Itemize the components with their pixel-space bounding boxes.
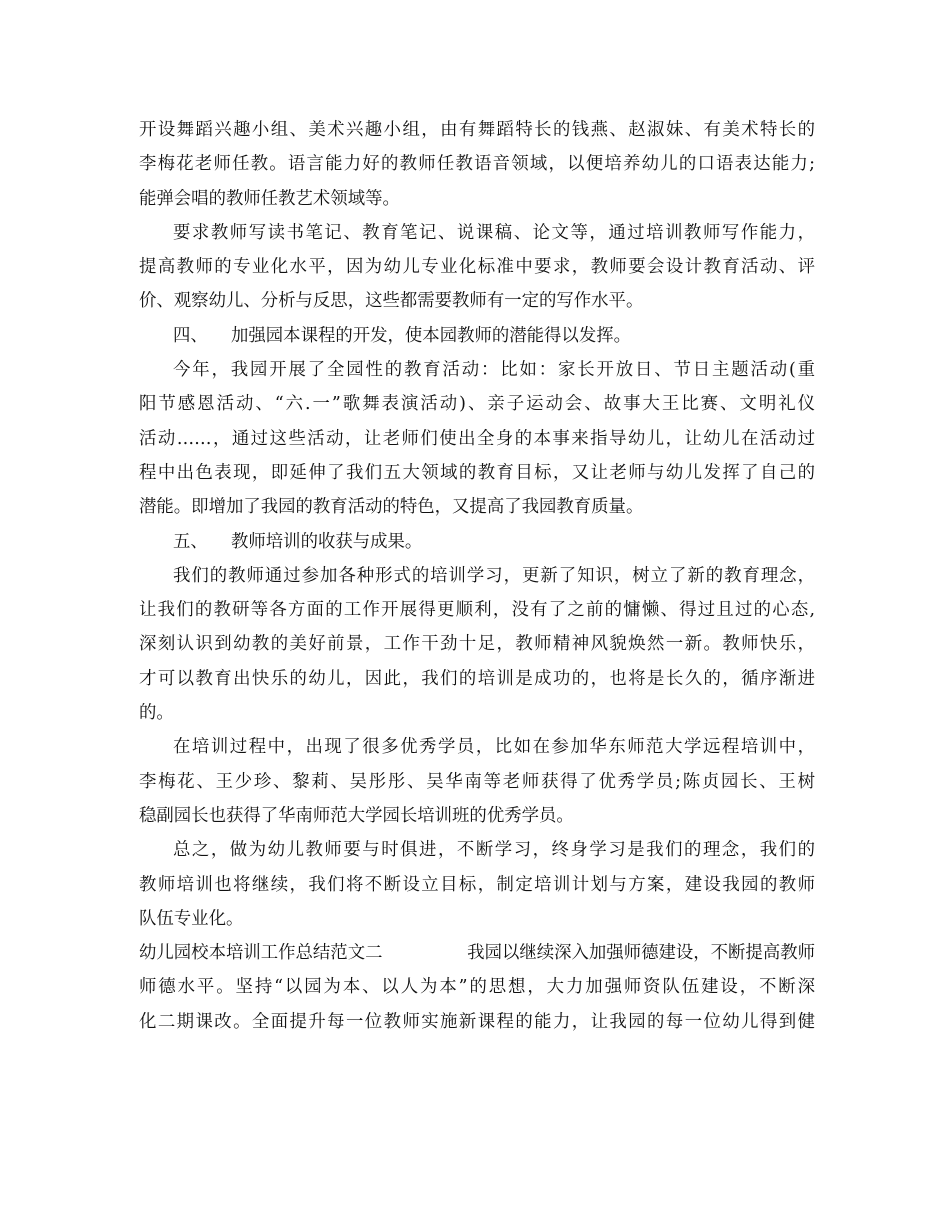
paragraph-training-results [139,559,815,730]
text-line: 要求教师写读书笔记、教育笔记、说课稿、论文等，通过培训教师写作能力， [173,222,815,243]
text-line: 教师培训也将继续，我们将不断设立目标，制定培训计划与方案，建设我园的教师 [139,874,815,895]
text-line: 李梅花、王少珍、黎莉、吴彤彤、吴华南等老师获得了优秀学员;陈贞园长、王树 [139,771,815,792]
text-line: 程中出色表现，即延伸了我们五大领域的教育目标，又让老师与幼儿发挥了自己的 [139,462,815,483]
text-line: 活动……，通过这些活动，让老师们使出全身的本事来指导幼儿，让幼儿在活动过 [139,428,815,449]
section-two-first-line [139,936,815,970]
text-line: 稳副园长也获得了华南师范大学园长培训班的优秀学员。 [139,805,574,826]
heading-number: 四、 [173,325,208,346]
section-two [139,936,815,1039]
paragraph-interest-groups [139,113,815,216]
text-line: 师德水平。坚持“以园为本、以人为本”的思想，大力加强师资队伍建设，不断深 [139,977,815,998]
heading-text: 加强园本课程的开发，使本园教师的潜能得以发挥。 [231,325,631,346]
paragraph-excellent-trainees [139,730,815,833]
text-line: 才可以教育出快乐的幼儿，因此，我们的培训是成功的，也将是长久的，循序渐进 [139,668,815,689]
text-line: 开设舞蹈兴趣小组、美术兴趣小组，由有舞蹈特长的钱燕、赵淑妹、有美术特长的 [139,120,815,140]
text-line: 深刻认识到幼教的美好前景，工作干劲十足，教师精神风貌焕然一新。教师快乐， [139,634,815,655]
document-page [139,113,815,1039]
text-line: 队伍专业化。 [139,908,244,929]
section-heading-5 [139,525,815,559]
text-line: 李梅花老师任教。语言能力好的教师任教语音领域，以便培养幼儿的口语表达能力; [139,154,815,175]
section-heading-4 [139,319,815,353]
text-line: 阳节感恩活动、“六.一”歌舞表演活动)、亲子运动会、故事大王比赛、文明礼仪 [139,394,815,415]
paragraph-writing-requirement [139,216,815,319]
heading-number: 五、 [173,531,208,552]
text-line: 潜能。即增加了我园的教育活动的特色，又提高了我园教育质量。 [139,497,644,518]
text-line: 提高教师的专业化水平，因为幼儿专业化标准中要求，教师要会设计教育活动、评 [139,257,815,278]
text-line: 的。 [139,703,174,724]
text-line: 化二期课改。全面提升每一位教师实施新课程的能力，让我园的每一位幼儿得到健 [139,1011,815,1032]
text-line: 在培训过程中，出现了很多优秀学员，比如在参加华东师范大学远程培训中， [173,737,815,758]
paragraph-activities [139,353,815,524]
section-two-title: 幼儿园校本培训工作总结范文二 [139,943,383,964]
text-line: 我园以继续深入加强师德建设，不断提高教师 [467,943,815,964]
text-line: 能弹会唱的教师任教艺术领域等。 [139,188,400,209]
text-line: 今年，我园开展了全园性的教育活动：比如：家长开放日、节日主题活动(重 [173,360,815,381]
paragraph-conclusion [139,833,815,936]
text-line: 我们的教师通过参加各种形式的培训学习，更新了知识，树立了新的教育理念， [173,565,815,586]
text-line: 让我们的教研等各方面的工作开展得更顺利，没有了之前的慵懒、得过且过的心态, [139,600,815,621]
heading-text: 教师培训的收获与成果。 [231,531,423,552]
text-line: 总之，做为幼儿教师要与时俱进，不断学习，终身学习是我们的理念，我们的 [173,840,815,861]
text-line: 价、观察幼儿、分析与反思，这些都需要教师有一定的写作水平。 [139,291,644,312]
